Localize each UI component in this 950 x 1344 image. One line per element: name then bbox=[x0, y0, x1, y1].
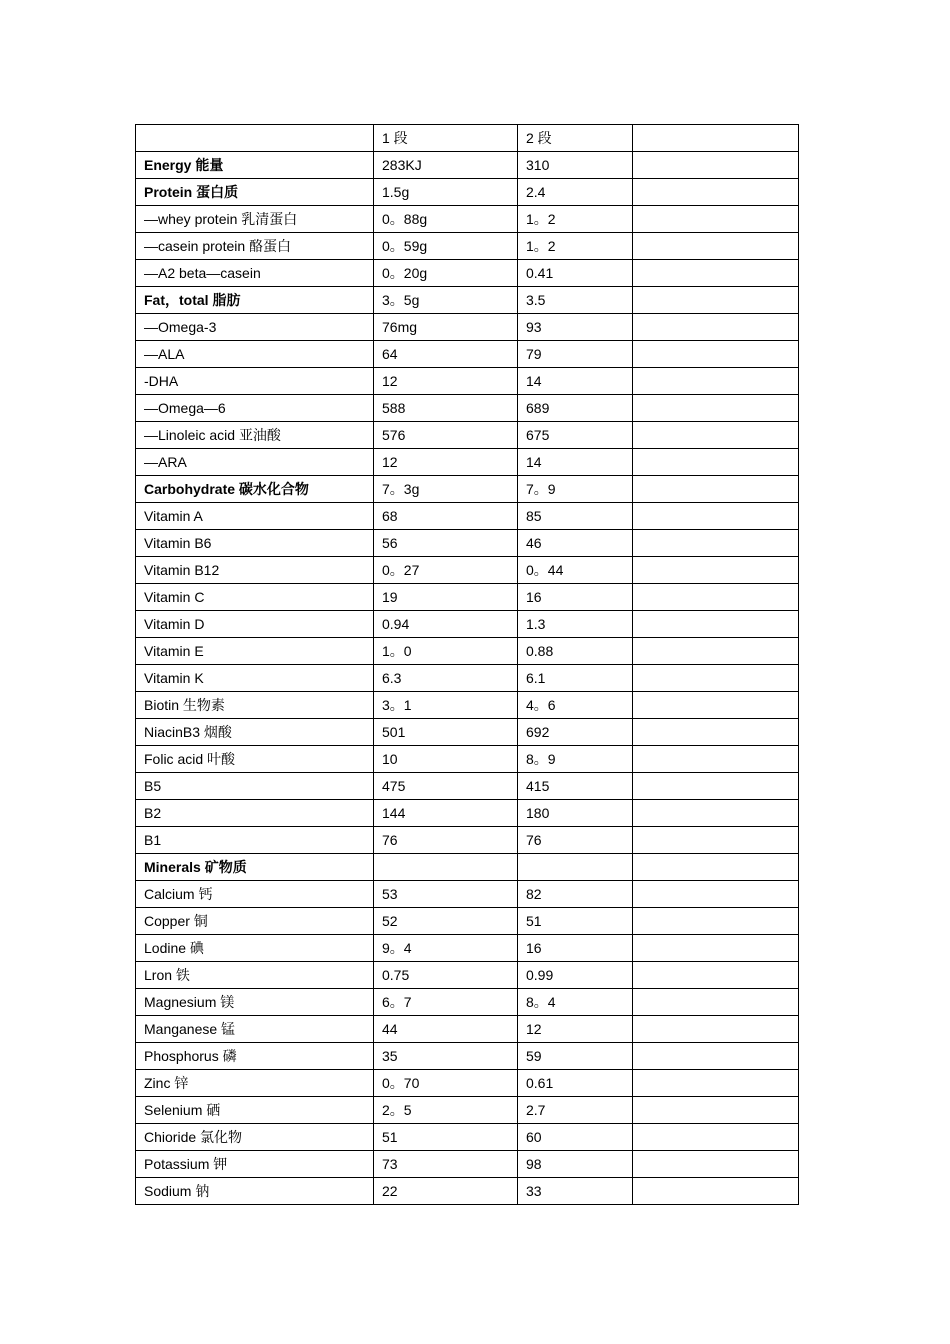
row-extra-cell bbox=[633, 908, 799, 935]
table-row bbox=[136, 746, 799, 773]
row-stage2-value: 415 bbox=[518, 773, 633, 800]
row-stage1-value: 0。88g bbox=[374, 206, 518, 233]
header-cell-extra bbox=[633, 125, 799, 152]
row-stage1-value: 3。5g bbox=[374, 287, 518, 314]
table-row bbox=[136, 530, 799, 557]
row-stage1-value: 76mg bbox=[374, 314, 518, 341]
table-row bbox=[136, 962, 799, 989]
row-stage1-value: 51 bbox=[374, 1124, 518, 1151]
table-row bbox=[136, 422, 799, 449]
row-stage2-value: 82 bbox=[518, 881, 633, 908]
row-name-cell: Sodium 钠 bbox=[136, 1178, 374, 1205]
table-row bbox=[136, 1016, 799, 1043]
row-extra-cell bbox=[633, 962, 799, 989]
row-stage1-value: 6。7 bbox=[374, 989, 518, 1016]
row-name-cell: NiacinB3 烟酸 bbox=[136, 719, 374, 746]
row-stage2-value: 59 bbox=[518, 1043, 633, 1070]
row-name-cell: Potassium 钾 bbox=[136, 1151, 374, 1178]
row-stage2-value: 1。2 bbox=[518, 233, 633, 260]
nutrition-table bbox=[135, 124, 799, 1205]
table-row bbox=[136, 233, 799, 260]
row-name-cell: Calcium 钙 bbox=[136, 881, 374, 908]
table-row bbox=[136, 638, 799, 665]
row-extra-cell bbox=[633, 260, 799, 287]
row-stage2-value: 46 bbox=[518, 530, 633, 557]
row-stage2-value: 7。9 bbox=[518, 476, 633, 503]
row-extra-cell bbox=[633, 395, 799, 422]
row-stage2-value: 0.99 bbox=[518, 962, 633, 989]
row-stage2-value: 310 bbox=[518, 152, 633, 179]
row-stage2-value: 14 bbox=[518, 449, 633, 476]
table-row bbox=[136, 206, 799, 233]
row-extra-cell bbox=[633, 1124, 799, 1151]
row-name-cell: Fat，total 脂肪 bbox=[136, 287, 374, 314]
nutrition-table-body bbox=[136, 125, 799, 1205]
row-extra-cell bbox=[633, 800, 799, 827]
row-stage2-value: 0.88 bbox=[518, 638, 633, 665]
table-row bbox=[136, 908, 799, 935]
row-extra-cell bbox=[633, 233, 799, 260]
table-header-row bbox=[136, 125, 799, 152]
row-stage1-value bbox=[374, 854, 518, 881]
row-extra-cell bbox=[633, 422, 799, 449]
row-extra-cell bbox=[633, 368, 799, 395]
row-name-cell: Zinc 锌 bbox=[136, 1070, 374, 1097]
row-stage2-value: 98 bbox=[518, 1151, 633, 1178]
table-row bbox=[136, 152, 799, 179]
row-stage1-value: 68 bbox=[374, 503, 518, 530]
row-name-cell: Biotin 生物素 bbox=[136, 692, 374, 719]
row-stage1-value: 283KJ bbox=[374, 152, 518, 179]
row-extra-cell bbox=[633, 719, 799, 746]
row-extra-cell bbox=[633, 152, 799, 179]
row-stage2-value: 51 bbox=[518, 908, 633, 935]
row-name-cell: Vitamin K bbox=[136, 665, 374, 692]
row-extra-cell bbox=[633, 449, 799, 476]
row-name-cell: Folic acid 叶酸 bbox=[136, 746, 374, 773]
row-stage2-value: 2.7 bbox=[518, 1097, 633, 1124]
row-name-cell: Manganese 锰 bbox=[136, 1016, 374, 1043]
row-stage2-value: 85 bbox=[518, 503, 633, 530]
row-stage2-value: 0.41 bbox=[518, 260, 633, 287]
row-stage1-value: 22 bbox=[374, 1178, 518, 1205]
row-extra-cell bbox=[633, 854, 799, 881]
table-row bbox=[136, 584, 799, 611]
row-stage2-value: 8。4 bbox=[518, 989, 633, 1016]
table-row bbox=[136, 935, 799, 962]
row-stage1-value: 0。27 bbox=[374, 557, 518, 584]
row-extra-cell bbox=[633, 584, 799, 611]
row-extra-cell bbox=[633, 206, 799, 233]
row-extra-cell bbox=[633, 935, 799, 962]
row-stage2-value: 16 bbox=[518, 584, 633, 611]
row-stage2-value: 76 bbox=[518, 827, 633, 854]
row-name-cell: —whey protein 乳清蛋白 bbox=[136, 206, 374, 233]
row-stage2-value: 3.5 bbox=[518, 287, 633, 314]
table-row bbox=[136, 1070, 799, 1097]
row-extra-cell bbox=[633, 989, 799, 1016]
header-cell-name bbox=[136, 125, 374, 152]
row-stage1-value: 7。3g bbox=[374, 476, 518, 503]
row-name-cell: Phosphorus 磷 bbox=[136, 1043, 374, 1070]
row-stage2-value: 4。6 bbox=[518, 692, 633, 719]
row-stage1-value: 56 bbox=[374, 530, 518, 557]
table-row bbox=[136, 719, 799, 746]
row-name-cell: —ARA bbox=[136, 449, 374, 476]
row-stage2-value: 12 bbox=[518, 1016, 633, 1043]
table-row bbox=[136, 260, 799, 287]
row-extra-cell bbox=[633, 611, 799, 638]
table-row bbox=[136, 1151, 799, 1178]
row-stage1-value: 73 bbox=[374, 1151, 518, 1178]
table-row bbox=[136, 314, 799, 341]
row-extra-cell bbox=[633, 287, 799, 314]
row-name-cell: Vitamin E bbox=[136, 638, 374, 665]
row-name-cell: Lodine 碘 bbox=[136, 935, 374, 962]
row-name-cell: B1 bbox=[136, 827, 374, 854]
row-name-cell: Carbohydrate 碳水化合物 bbox=[136, 476, 374, 503]
row-extra-cell bbox=[633, 1178, 799, 1205]
table-row bbox=[136, 881, 799, 908]
row-extra-cell bbox=[633, 530, 799, 557]
table-row bbox=[136, 665, 799, 692]
row-stage2-value: 33 bbox=[518, 1178, 633, 1205]
row-extra-cell bbox=[633, 314, 799, 341]
table-row bbox=[136, 449, 799, 476]
row-name-cell: Chioride 氯化物 bbox=[136, 1124, 374, 1151]
row-stage2-value: 689 bbox=[518, 395, 633, 422]
row-stage2-value: 60 bbox=[518, 1124, 633, 1151]
row-name-cell: B2 bbox=[136, 800, 374, 827]
row-stage1-value: 0.75 bbox=[374, 962, 518, 989]
row-extra-cell bbox=[633, 1016, 799, 1043]
row-stage2-value: 14 bbox=[518, 368, 633, 395]
row-stage1-value: 475 bbox=[374, 773, 518, 800]
row-stage1-value: 19 bbox=[374, 584, 518, 611]
table-row bbox=[136, 1043, 799, 1070]
row-extra-cell bbox=[633, 557, 799, 584]
row-stage1-value: 0。70 bbox=[374, 1070, 518, 1097]
row-stage1-value: 588 bbox=[374, 395, 518, 422]
table-row bbox=[136, 476, 799, 503]
row-stage1-value: 0.94 bbox=[374, 611, 518, 638]
table-row bbox=[136, 989, 799, 1016]
header-cell-stage1: 1 段 bbox=[374, 125, 518, 152]
row-stage1-value: 76 bbox=[374, 827, 518, 854]
table-row bbox=[136, 854, 799, 881]
row-stage1-value: 3。1 bbox=[374, 692, 518, 719]
row-name-cell: —casein protein 酪蛋白 bbox=[136, 233, 374, 260]
row-stage1-value: 144 bbox=[374, 800, 518, 827]
table-row bbox=[136, 800, 799, 827]
row-name-cell: —Omega-3 bbox=[136, 314, 374, 341]
row-stage2-value: 2.4 bbox=[518, 179, 633, 206]
row-name-cell: -DHA bbox=[136, 368, 374, 395]
row-stage1-value: 12 bbox=[374, 449, 518, 476]
row-name-cell: Vitamin B6 bbox=[136, 530, 374, 557]
row-stage1-value: 2。5 bbox=[374, 1097, 518, 1124]
row-extra-cell bbox=[633, 827, 799, 854]
row-stage2-value: 93 bbox=[518, 314, 633, 341]
row-name-cell: B5 bbox=[136, 773, 374, 800]
row-stage1-value: 35 bbox=[374, 1043, 518, 1070]
row-name-cell: —ALA bbox=[136, 341, 374, 368]
row-stage2-value: 180 bbox=[518, 800, 633, 827]
row-extra-cell bbox=[633, 881, 799, 908]
row-name-cell: Vitamin D bbox=[136, 611, 374, 638]
row-name-cell: —Omega—6 bbox=[136, 395, 374, 422]
row-stage2-value: 1.3 bbox=[518, 611, 633, 638]
row-extra-cell bbox=[633, 179, 799, 206]
row-stage2-value: 675 bbox=[518, 422, 633, 449]
row-stage1-value: 6.3 bbox=[374, 665, 518, 692]
row-stage1-value: 52 bbox=[374, 908, 518, 935]
row-name-cell: Vitamin C bbox=[136, 584, 374, 611]
row-stage2-value: 6.1 bbox=[518, 665, 633, 692]
row-name-cell: Copper 铜 bbox=[136, 908, 374, 935]
row-extra-cell bbox=[633, 341, 799, 368]
row-stage2-value: 1。2 bbox=[518, 206, 633, 233]
row-extra-cell bbox=[633, 773, 799, 800]
row-stage1-value: 64 bbox=[374, 341, 518, 368]
row-stage2-value bbox=[518, 854, 633, 881]
table-row bbox=[136, 773, 799, 800]
table-row bbox=[136, 611, 799, 638]
table-row bbox=[136, 395, 799, 422]
row-stage1-value: 0。59g bbox=[374, 233, 518, 260]
row-name-cell: Vitamin B12 bbox=[136, 557, 374, 584]
row-stage2-value: 0.61 bbox=[518, 1070, 633, 1097]
row-extra-cell bbox=[633, 1097, 799, 1124]
row-name-cell: Vitamin A bbox=[136, 503, 374, 530]
header-cell-stage2: 2 段 bbox=[518, 125, 633, 152]
row-stage1-value: 10 bbox=[374, 746, 518, 773]
row-name-cell: Protein 蛋白质 bbox=[136, 179, 374, 206]
row-extra-cell bbox=[633, 1151, 799, 1178]
row-stage1-value: 1。0 bbox=[374, 638, 518, 665]
row-stage1-value: 501 bbox=[374, 719, 518, 746]
row-extra-cell bbox=[633, 476, 799, 503]
row-extra-cell bbox=[633, 1070, 799, 1097]
row-stage1-value: 53 bbox=[374, 881, 518, 908]
row-stage1-value: 576 bbox=[374, 422, 518, 449]
table-row bbox=[136, 287, 799, 314]
table-row bbox=[136, 368, 799, 395]
row-name-cell: Magnesium 镁 bbox=[136, 989, 374, 1016]
row-extra-cell bbox=[633, 665, 799, 692]
row-name-cell: Minerals 矿物质 bbox=[136, 854, 374, 881]
row-stage1-value: 44 bbox=[374, 1016, 518, 1043]
row-stage2-value: 8。9 bbox=[518, 746, 633, 773]
table-row bbox=[136, 341, 799, 368]
row-name-cell: Lron 铁 bbox=[136, 962, 374, 989]
row-stage1-value: 1.5g bbox=[374, 179, 518, 206]
row-name-cell: —A2 beta—casein bbox=[136, 260, 374, 287]
row-extra-cell bbox=[633, 638, 799, 665]
row-name-cell: Selenium 硒 bbox=[136, 1097, 374, 1124]
table-row bbox=[136, 179, 799, 206]
row-stage1-value: 0。20g bbox=[374, 260, 518, 287]
row-stage2-value: 79 bbox=[518, 341, 633, 368]
row-stage2-value: 0。44 bbox=[518, 557, 633, 584]
row-name-cell: —Linoleic acid 亚油酸 bbox=[136, 422, 374, 449]
table-row bbox=[136, 1178, 799, 1205]
row-extra-cell bbox=[633, 1043, 799, 1070]
table-row bbox=[136, 557, 799, 584]
table-row bbox=[136, 827, 799, 854]
table-row bbox=[136, 1124, 799, 1151]
row-extra-cell bbox=[633, 503, 799, 530]
row-name-cell: Energy 能量 bbox=[136, 152, 374, 179]
row-stage1-value: 9。4 bbox=[374, 935, 518, 962]
row-extra-cell bbox=[633, 746, 799, 773]
row-stage2-value: 16 bbox=[518, 935, 633, 962]
table-row bbox=[136, 503, 799, 530]
table-row bbox=[136, 1097, 799, 1124]
row-stage2-value: 692 bbox=[518, 719, 633, 746]
row-stage1-value: 12 bbox=[374, 368, 518, 395]
table-row bbox=[136, 692, 799, 719]
row-extra-cell bbox=[633, 692, 799, 719]
